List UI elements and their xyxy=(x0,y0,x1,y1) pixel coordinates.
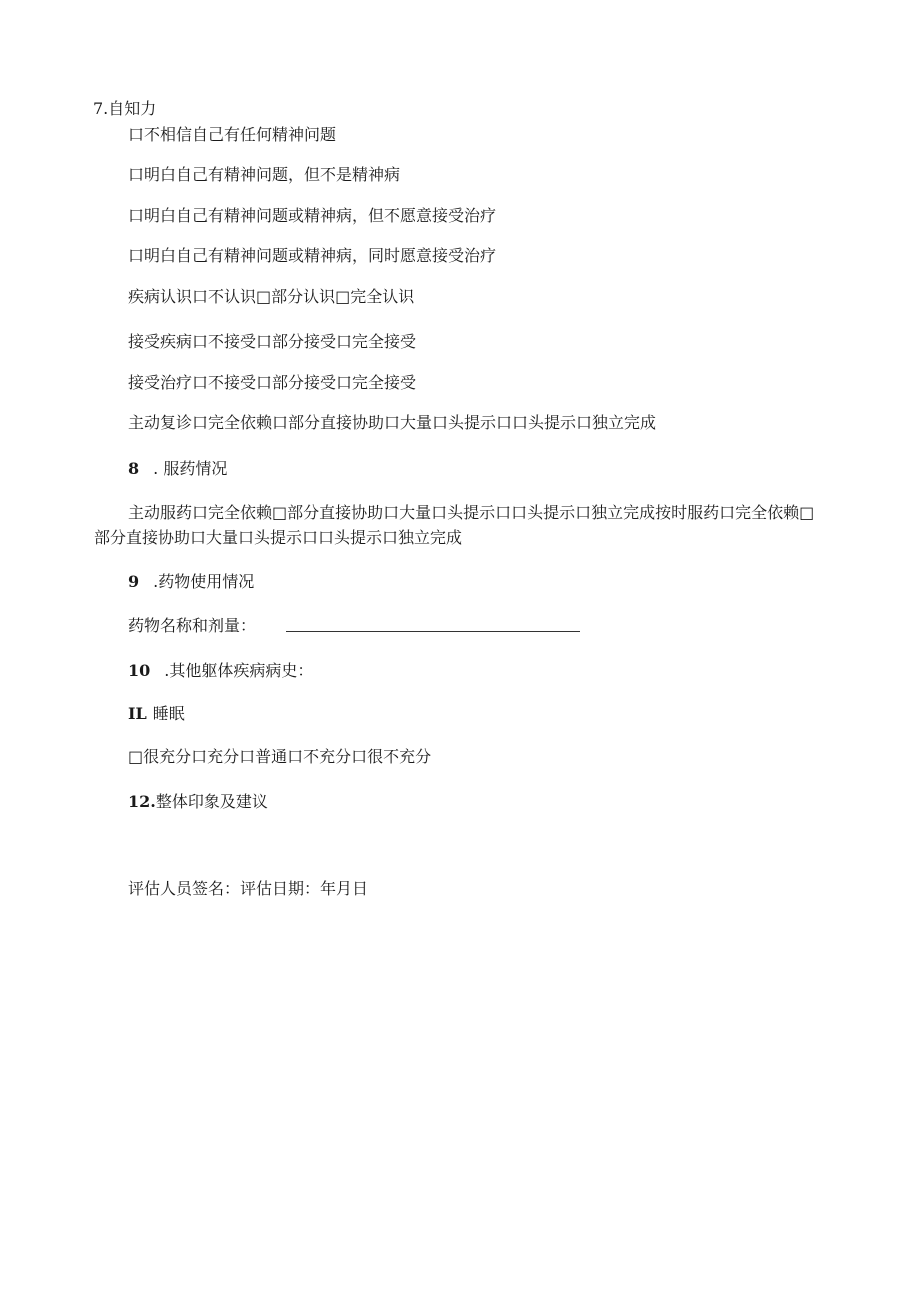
section12-heading xyxy=(128,791,268,813)
insight-option-3: 口明白自己有精神问题或精神病，但不愿意接受治疗 xyxy=(128,206,497,225)
disease-awareness-row: 疾病认识口不认识□部分认识□完全认识 xyxy=(128,287,415,306)
accept-treatment-row: 接受治疗口不接受口部分接受口完全接受 xyxy=(128,373,417,392)
section8-title: . 服药情况 xyxy=(153,459,228,478)
drug-name-dosage-blank xyxy=(286,631,580,632)
section8-number: 8 xyxy=(128,459,140,478)
section9-title: .药物使用情况 xyxy=(153,572,255,591)
section10-number: 10 xyxy=(128,661,151,680)
section8-heading xyxy=(128,458,227,480)
drug-name-dosage-label: 药物名称和剂量： xyxy=(128,616,257,635)
section11-title: 睡眠 xyxy=(152,704,185,723)
insight-option-1: 口不相信自己有任何精神问题 xyxy=(128,125,337,144)
signature-line: 评估人员签名：评估日期：年月日 xyxy=(128,879,369,898)
section11-heading xyxy=(128,703,185,725)
insight-option-4: 口明白自己有精神问题或精神病，同时愿意接受治疗 xyxy=(128,246,497,265)
accept-disease-row: 接受疾病口不接受口部分接受口完全接受 xyxy=(128,332,417,351)
active-followup-row: 主动复诊口完全依赖口部分直接协助口大量口头提示口口头提示口独立完成 xyxy=(128,413,657,432)
section7-title: 7.自知力 xyxy=(93,99,157,118)
section10-heading xyxy=(128,660,313,682)
insight-option-2: 口明白自己有精神问题，但不是精神病 xyxy=(128,165,401,184)
section12-number: 12. xyxy=(128,792,156,811)
medication-paragraph: 主动服药口完全依赖□部分直接协助口大量口头提示口口头提示口独立完成按时服药口完全依赖□部分直接协助口大量口头提示口口头提示口独立完成 xyxy=(94,503,815,547)
sleep-options-row: □很充分口充分口普通口不充分口很不充分 xyxy=(128,747,432,766)
section10-title: .其他躯体疾病病史： xyxy=(164,661,314,680)
section9-heading xyxy=(128,571,254,593)
section9-number: 9 xyxy=(128,572,140,591)
section12-title: 整体印象及建议 xyxy=(155,792,268,811)
section11-number: IL xyxy=(128,704,147,723)
